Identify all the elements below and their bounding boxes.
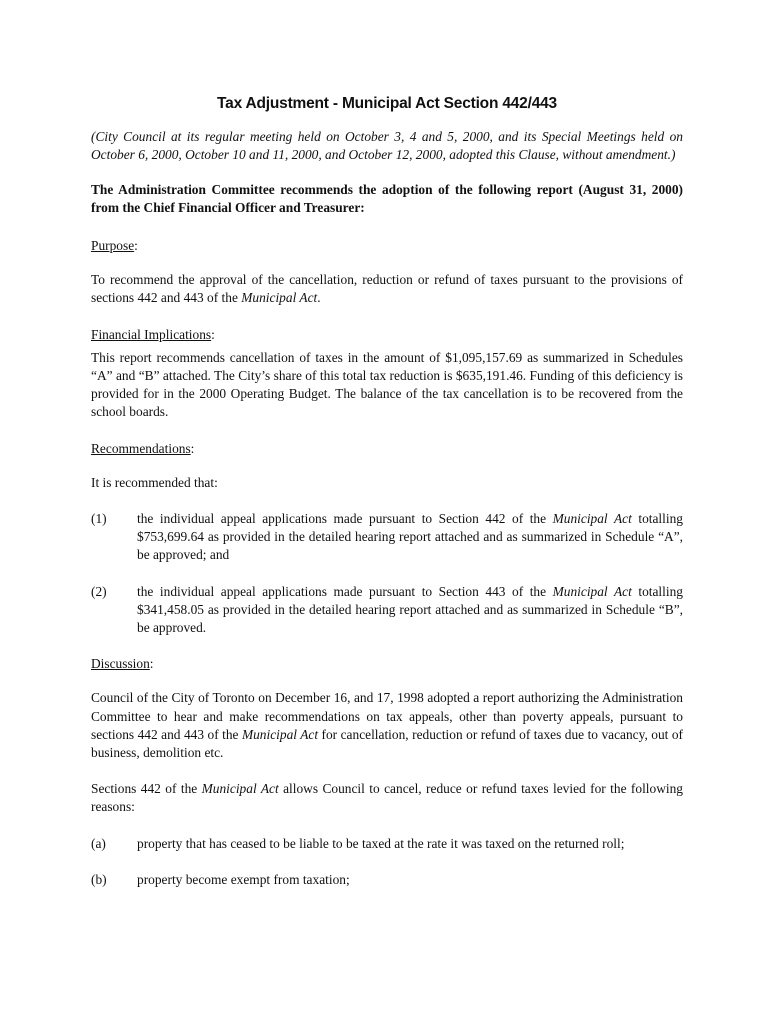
- purpose-text: To recommend the approval of the cancellation, reduction or refund of taxes pursuant to the provisions of sections 442 and 443 of the: [91, 272, 683, 306]
- recommendation-text-end: totalling $753,699.64 as provided in the detailed hearing report attached and as summarized in Schedule “A”, be approved; and: [137, 511, 683, 563]
- recommendation-item: [91, 583, 683, 638]
- recommendation-number: (1): [91, 511, 107, 527]
- recommendation-text-start: the individual appeal applications made pursuant to Section 443 of the: [137, 583, 553, 599]
- recommendation-text-end: totalling $341,458.05 as provided in the detailed hearing report attached and as summarized in Schedule “B”, be approved.: [137, 583, 683, 636]
- document-title: Tax Adjustment - Municipal Act Section 442/443: [217, 95, 557, 112]
- discussion-heading-label: Discussion: [91, 656, 150, 672]
- discussion-act-name: Municipal Act: [201, 781, 279, 797]
- financial-paragraph: This report recommends cancellation of taxes in the amount of $1,095,157.69 as summarized in Schedules “A” and “B” attached. The City’s share of this total tax reduction is $635,191.46. Funding of this deficiency is provided for in the 2000 Operating Budget. The balance of the tax cancellation is to be recovered from the school boards.: [91, 349, 683, 420]
- recommendation-item: [91, 510, 683, 565]
- committee-statement: The Administration Committee recommends the adoption of the following report (August 31, 2000) from the Chief Financial Officer and Treasurer:: [91, 181, 683, 215]
- document-body: [91, 95, 683, 907]
- recommendations-heading-label: Recommendations: [91, 440, 191, 456]
- discussion-paragraph-2: [91, 780, 683, 816]
- reason-text: property that has ceased to be liable to be taxed at the rate it was taxed on the returned roll;: [137, 835, 625, 851]
- discussion-text-start: Sections 442 of the: [91, 781, 202, 797]
- recommendation-text: [137, 583, 683, 638]
- purpose-heading: Purpose:: [91, 238, 138, 254]
- reason-item: [91, 871, 683, 889]
- financial-heading: Financial Implications:: [91, 326, 215, 342]
- financial-heading-label: Financial Implications: [91, 326, 212, 342]
- reason-letter: (b): [91, 871, 107, 887]
- reason-text: property become exempt from taxation;: [137, 871, 350, 887]
- recommendations-intro: It is recommended that:: [91, 474, 218, 490]
- recommendation-text: [137, 510, 683, 565]
- recommendation-number: (2): [91, 583, 107, 599]
- discussion-text-end: allows Council to cancel, reduce or refund taxes levied for the following reasons:: [91, 781, 683, 815]
- purpose-paragraph: [91, 271, 683, 307]
- purpose-text-end: .: [317, 290, 321, 306]
- reason-letter: (a): [91, 835, 106, 851]
- discussion-text-end: for cancellation, reduction or refund of taxes due to vacancy, out of business, demolition etc.: [91, 726, 683, 761]
- discussion-text-start: Council of the City of Toronto on December 16, and 17, 1998 adopted a report authorizing the Administration Committee to hear and make recommendations on tax appeals, other than poverty appeals, pursuant to sections 442 and 443 of the: [91, 690, 683, 742]
- discussion-paragraph-1: [91, 689, 683, 762]
- reason-item: [91, 835, 683, 853]
- purpose-heading-label: Purpose: [91, 238, 135, 254]
- council-note: (City Council at its regular meeting held on October 3, 4 and 5, 2000, and its Special Meetings held on October 6, 2000, October 10 and 11, 2000, and October 12, 2000, adopted this Clause, without amendment.): [91, 129, 683, 163]
- discussion-act-name: Municipal Act: [241, 726, 319, 742]
- recommendation-text-start: the individual appeal applications made pursuant to Section 442 of the: [137, 511, 553, 527]
- recommendations-heading: Recommendations:: [91, 440, 195, 456]
- recommendation-act-name: Municipal Act: [552, 583, 632, 599]
- recommendation-act-name: Municipal Act: [552, 511, 632, 527]
- discussion-heading: Discussion:: [91, 656, 154, 672]
- purpose-act-name: Municipal Act: [241, 290, 318, 306]
